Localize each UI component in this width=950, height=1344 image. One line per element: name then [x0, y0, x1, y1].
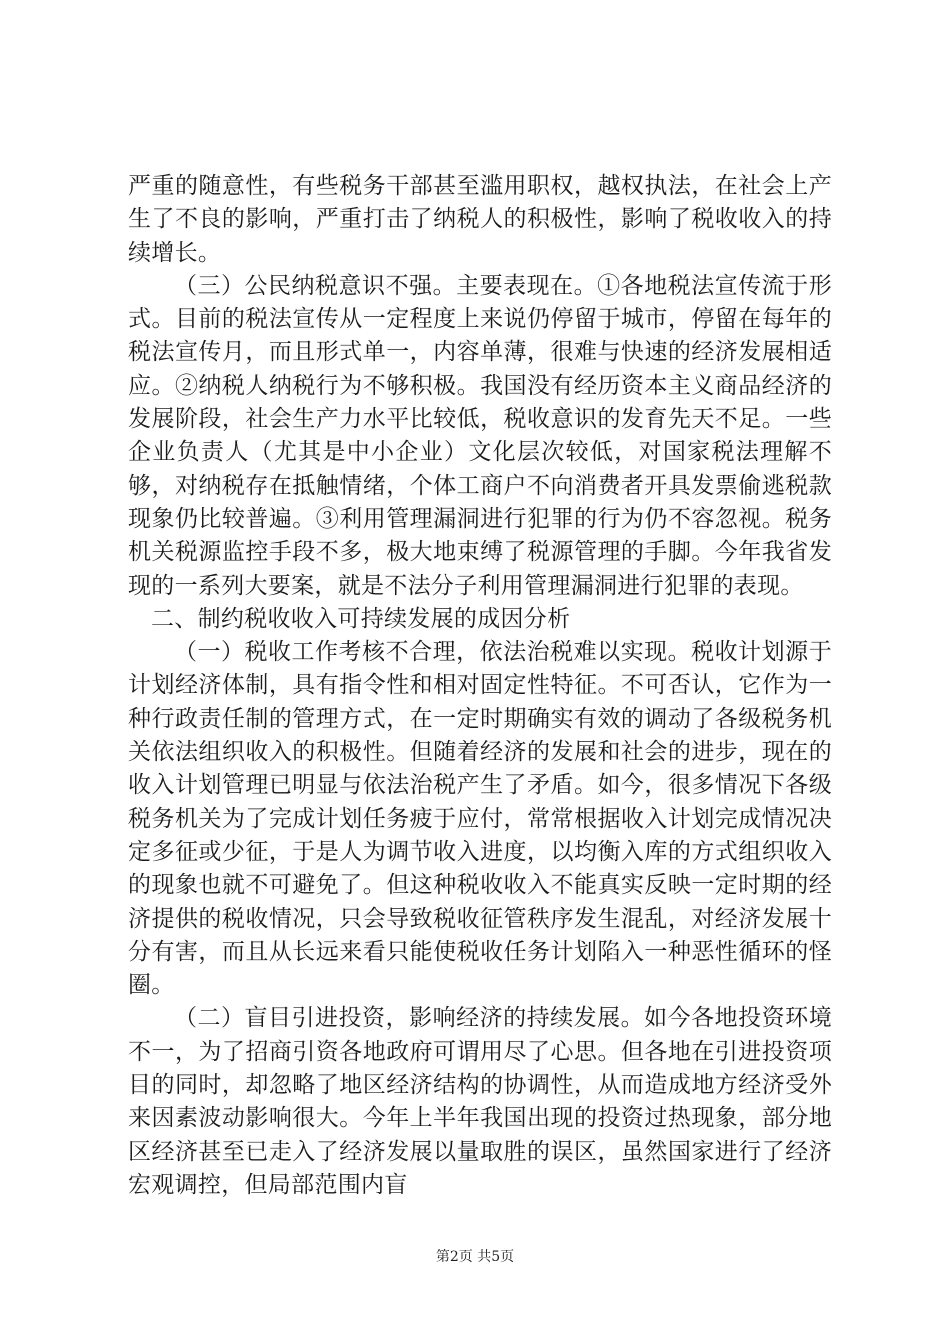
paragraph-cause-2: （二）盲目引进投资，影响经济的持续发展。如今各地投资环境不一，为了招商引资各地政府可谓用尽了心思。但各地在引进投资项目的同时，却忽略了地区经济结构的协调性，从而造成地方经济受外来因素波动影响很大。今年上半年我国出现的投资过热现象，部分地区经济甚至已走入了经济发展以量取胜的误区，虽然国家进行了经济宏观调控，但局部范围内盲: [128, 1005, 832, 1198]
paragraph-cause-1: （一）税收工作考核不合理，依法治税难以实现。税收计划源于计划经济体制，具有指令性和相对固定性特征。不可否认，它作为一种行政责任制的管理方式，在一定时期确实有效的调动了各级税务机关依法组织收入的积极性。但随着经济的发展和社会的进步，现在的收入计划管理已明显与依法治税产生了矛盾。如今，很多情况下各级税务机关为了完成计划任务疲于应付，常常根据收入计划完成情况决定多征或少征，于是人为调节收入进度，以均衡入库的方式组织收入的现象也就不可避免了。但这种税收收入不能真实反映一定时期的经济提供的税收情况，只会导致税收征管秩序发生混乱，对经济发展十分有害，而且从长远来看只能使税收任务计划陷入一种恶性循环的怪圈。: [128, 639, 832, 999]
paragraph-continuation: 严重的随意性，有些税务干部甚至滥用职权，越权执法，在社会上产生了不良的影响，严重打击了纳税人的积极性，影响了税收收入的持续增长。: [128, 173, 832, 266]
section-heading: 二、制约税收收入可持续发展的成因分析: [151, 605, 571, 632]
paragraph-section-3: （三）公民纳税意识不强。主要表现在。①各地税法宣传流于形式。目前的税法宣传从一定程度上来说仍停留于城市，停留在每年的税法宣传月，而且形式单一，内容单薄，很难与快速的经济发展相适应。②纳税人纳税行为不够积极。我国没有经历资本主义商品经济的发展阶段，社会生产力水平比较低，税收意识的发育先天不足。一些企业负责人（尤其是中小企业）文化层次较低，对国家税法理解不够，对纳税存在抵触情绪，个体工商户不向消费者开具发票偷逃税款现象仍比较普遍。③利用管理漏洞进行犯罪的行为仍不容忽视。税务机关税源监控手段不多，极大地束缚了税源管理的手脚。今年我省发现的一系列大要案，就是不法分子利用管理漏洞进行犯罪的表现。: [128, 272, 832, 599]
document-body: [128, 170, 832, 1202]
page-number-label: 第2页 共5页: [435, 1249, 515, 1265]
page-footer: [0, 1247, 950, 1267]
